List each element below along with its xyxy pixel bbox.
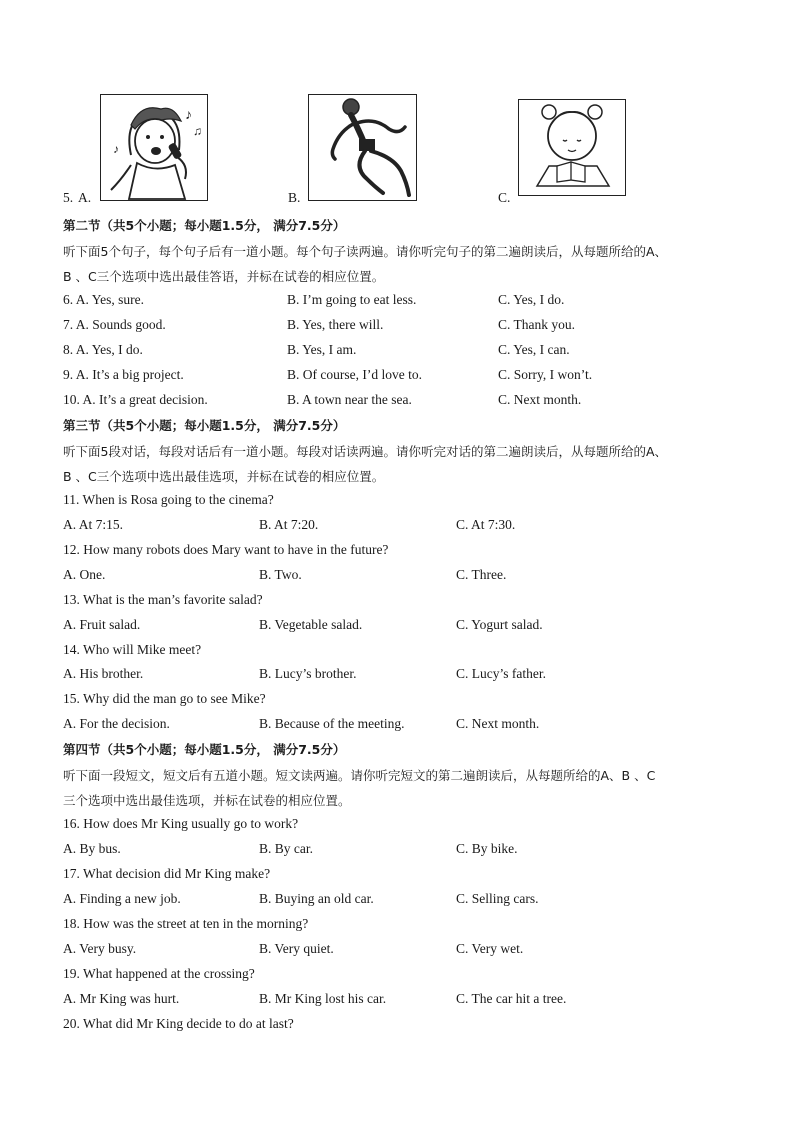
q19-question: 19. What happened at the crossing? [63,966,255,981]
q13-option-c[interactable]: C. Yogurt salad. [456,617,543,632]
q6-option-c[interactable]: C. Yes, I do. [498,292,565,307]
svg-text:♪: ♪ [113,142,119,156]
q20-question: 20. What did Mr King decide to do at last? [63,1016,294,1031]
q5-option-a-label[interactable]: A. [78,190,92,205]
q5-option-b-label[interactable]: B. [288,190,301,205]
q19-option-c[interactable]: C. The car hit a tree. [456,991,567,1006]
section4-instruction-line1: 听下面一段短文，短文后有五道小题。短文读两遍。请你听完短文的第二遍朗读后，从每题所给的A、B 、C [63,768,656,783]
q8-option-b[interactable]: B. Yes, I am. [287,342,357,357]
q9-option-c[interactable]: C. Sorry, I won’t. [498,367,593,382]
q19-option-a[interactable]: A. Mr King was hurt. [63,991,180,1006]
q11-option-a[interactable]: A. At 7:15. [63,517,124,532]
q12-option-a[interactable]: A. One. [63,567,106,582]
q9-option-a[interactable]: 9. A. It’s a big project. [63,367,184,382]
running-man-icon [309,95,416,200]
q6-option-a[interactable]: 6. A. Yes, sure. [63,292,145,307]
singing-boy-icon [101,95,207,200]
section4-heading: 第四节（共5个小题；每小题1.5分， 满分7.5分） [63,742,346,757]
svg-text:♪: ♪ [185,108,192,123]
section2-instruction-line1: 听下面5个句子，每个句子后有一道小题。每个句子读两遍。请你听完句子的第二遍朗读后，从每题所给的A、 [63,244,668,259]
svg-text:♫: ♫ [193,124,202,138]
girl-reading-icon [519,100,625,195]
q18-question: 18. How was the street at ten in the morning? [63,916,309,931]
q16-question: 16. How does Mr King usually go to work? [63,816,299,831]
q14-option-a[interactable]: A. His brother. [63,666,144,681]
q18-option-b[interactable]: B. Very quiet. [259,941,334,956]
q11-question: 11. When is Rosa going to the cinema? [63,492,274,507]
q14-option-b[interactable]: B. Lucy’s brother. [259,666,357,681]
section3-instruction-line2: B 、C三个选项中选出最佳选项，并标在试卷的相应位置。 [63,469,385,484]
q10-option-b[interactable]: B. A town near the sea. [287,392,412,407]
section3-instruction-line1: 听下面5段对话，每段对话后有一道小题。每段对话读两遍。请你听完对话的第二遍朗读后，从每题所给的A、 [63,444,668,459]
q18-option-a[interactable]: A. Very busy. [63,941,137,956]
q5-option-c-label[interactable]: C. [498,190,511,205]
q11-option-b[interactable]: B. At 7:20. [259,517,319,532]
q17-option-b[interactable]: B. Buying an old car. [259,891,374,906]
q17-option-c[interactable]: C. Selling cars. [456,891,539,906]
q6-option-b[interactable]: B. I’m going to eat less. [287,292,417,307]
q16-option-a[interactable]: A. By bus. [63,841,121,856]
q8-option-c[interactable]: C. Yes, I can. [498,342,570,357]
q5-picture-b[interactable] [308,94,417,201]
q17-question: 17. What decision did Mr King make? [63,866,271,881]
q14-question: 14. Who will Mike meet? [63,642,202,657]
q10-option-a[interactable]: 10. A. It’s a great decision. [63,392,208,407]
q10-option-c[interactable]: C. Next month. [498,392,582,407]
q12-option-c[interactable]: C. Three. [456,567,507,582]
q8-option-a[interactable]: 8. A. Yes, I do. [63,342,143,357]
section4-instruction-line2: 三个选项中选出最佳选项，并标在试卷的相应位置。 [63,793,351,808]
q12-question: 12. How many robots does Mary want to have in the future? [63,542,389,557]
q5-picture-a[interactable] [100,94,208,201]
q7-option-a[interactable]: 7. A. Sounds good. [63,317,166,332]
q15-option-c[interactable]: C. Next month. [456,716,540,731]
section2-heading: 第二节（共5个小题；每小题1.5分， 满分7.5分） [63,218,346,233]
q18-option-c[interactable]: C. Very wet. [456,941,524,956]
q17-option-a[interactable]: A. Finding a new job. [63,891,181,906]
q15-question: 15. Why did the man go to see Mike? [63,691,266,706]
q16-option-c[interactable]: C. By bike. [456,841,518,856]
section3-heading: 第三节（共5个小题；每小题1.5分， 满分7.5分） [63,418,346,433]
q13-option-a[interactable]: A. Fruit salad. [63,617,141,632]
q9-option-b[interactable]: B. Of course, I’d love to. [287,367,422,382]
q15-option-a[interactable]: A. For the decision. [63,716,170,731]
q16-option-b[interactable]: B. By car. [259,841,313,856]
q7-option-b[interactable]: B. Yes, there will. [287,317,384,332]
q12-option-b[interactable]: B. Two. [259,567,302,582]
q19-option-b[interactable]: B. Mr King lost his car. [259,991,387,1006]
q14-option-c[interactable]: C. Lucy’s father. [456,666,546,681]
q13-question: 13. What is the man’s favorite salad? [63,592,263,607]
q11-option-c[interactable]: C. At 7:30. [456,517,516,532]
q13-option-b[interactable]: B. Vegetable salad. [259,617,363,632]
section2-instruction-line2: B 、C三个选项中选出最佳答语，并标在试卷的相应位置。 [63,269,385,284]
q15-option-b[interactable]: B. Because of the meeting. [259,716,405,731]
q5-picture-c[interactable] [518,99,626,196]
q5-number: 5. [63,190,74,205]
q7-option-c[interactable]: C. Thank you. [498,317,575,332]
